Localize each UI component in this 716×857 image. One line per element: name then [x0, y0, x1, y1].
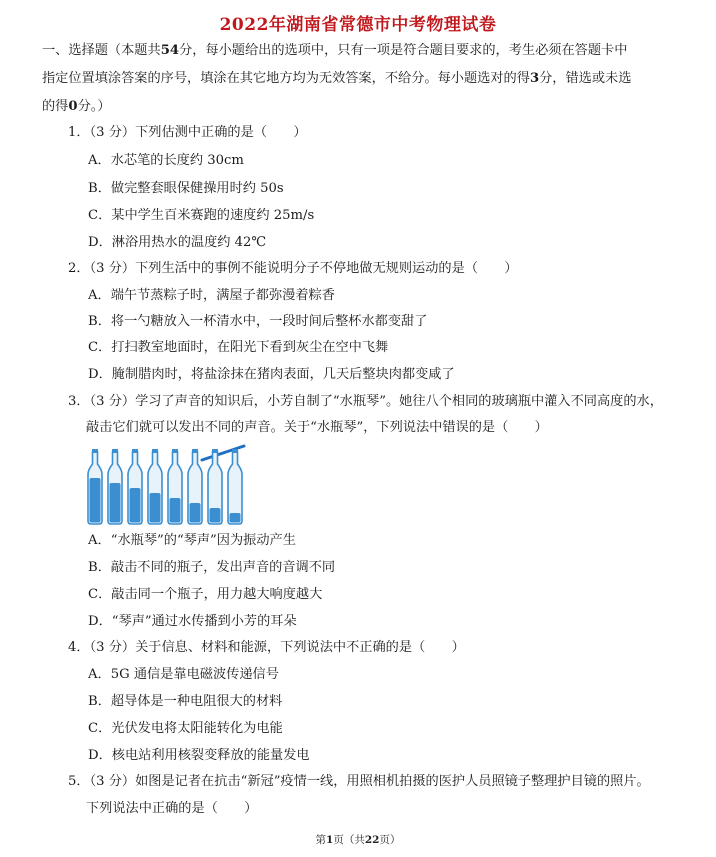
question-1-option-c: C．某中学生百米赛跑的速度约 25m/s	[88, 208, 315, 223]
section-text: 分，每小题给出的选项中，只有一项是符合题目要求的，考生必须在答题卡中	[179, 43, 628, 58]
question-2-option-d: D．腌制腊肉时，将盐涂抹在猪肉表面，几天后整块肉都变咸了	[88, 367, 455, 382]
bottle-lip	[232, 449, 238, 453]
bottle-water	[110, 483, 121, 523]
question-4-stem: 4．（3 分）关于信息、材料和能源，下列说法中不正确的是（ ）	[68, 640, 465, 655]
question-5-stem-line-2: 下列说法中正确的是（ ）	[86, 801, 258, 816]
question-4-option-d: D．核电站利用核裂变释放的能量发电	[88, 748, 310, 763]
question-4-option-c: C．光伏发电将太阳能转化为电能	[88, 721, 283, 736]
question-2-option-b: B．将一勺糖放入一杯清水中，一段时间后整杯水都变甜了	[88, 314, 428, 329]
question-4-option-a: A．5G 通信是靠电磁波传递信号	[88, 667, 279, 682]
water-bottles-illustration	[84, 442, 254, 528]
question-4-option-b: B．超导体是一种电阻很大的材料	[88, 694, 283, 709]
question-1-option-a: A．水芯笔的长度约 30cm	[88, 153, 244, 168]
footer-text: 页（共	[333, 834, 365, 846]
footer-page-number: 1	[326, 834, 334, 846]
section-text: 指定位置填涂答案的序号，填涂在其它地方均为无效答案，不给分。每小题选对的得	[42, 71, 530, 86]
bottle-water	[210, 508, 221, 523]
bottle-lip	[152, 449, 158, 453]
page-title: 2022年湖南省常德市中考物理试卷	[219, 15, 497, 35]
section-heading-line-2	[42, 70, 631, 88]
question-3-option-a: A．“水瓶琴”的“琴声”因为振动产生	[88, 533, 296, 548]
section-score: 0	[68, 99, 78, 114]
section-score: 54	[160, 43, 180, 58]
question-2-option-a: A．端午节蒸粽子时，满屋子都弥漫着粽香	[88, 288, 335, 303]
question-3-stem: 3．（3 分）学习了声音的知识后，小芳自制了“水瓶琴”。她往八个相同的玻璃瓶中灌入不同高度的水，	[68, 394, 663, 409]
bottle-water	[190, 503, 201, 523]
question-2-option-c: C．打扫教室地面时，在阳光下看到灰尘在空中飞舞	[88, 340, 389, 355]
question-5-stem: 5．（3 分）如图是记者在抗击“新冠”疫情一线，用照相机拍摄的医护人员照镜子整理护目镜的照片。	[68, 774, 650, 789]
footer-text: 第	[315, 834, 327, 846]
section-heading-line-3	[42, 98, 111, 116]
question-1-option-d: D．淋浴用热水的温度约 42℃	[88, 235, 267, 250]
question-2-stem: 2．（3 分）下列生活中的事例不能说明分子不停地做无规则运动的是（ ）	[68, 261, 518, 276]
question-1-option-b: B．做完整套眼保健操用时约 50s	[88, 181, 284, 196]
bottle-lip	[212, 449, 218, 453]
bottles-icon	[84, 442, 254, 528]
bottle-water	[170, 498, 181, 523]
bottle-water	[90, 478, 101, 523]
question-3-option-c: C．敲击同一个瓶子，用力越大响度越大	[88, 587, 323, 602]
question-3-option-b: B．敲击不同的瓶子，发出声音的音调不同	[88, 560, 336, 575]
section-text: 的得	[42, 99, 69, 114]
bottle-lip	[132, 449, 138, 453]
bottle-lip	[172, 449, 178, 453]
question-1-stem: 1．（3 分）下列估测中正确的是（ ）	[68, 125, 307, 140]
page-footer	[0, 832, 716, 847]
footer-text: 页）	[379, 834, 401, 846]
bottle-water	[130, 488, 141, 523]
question-3-stem-line-2: 敲击它们就可以发出不同的声音。关于“水瓶琴”，下列说法中错误的是（ ）	[86, 420, 548, 435]
question-3-option-d: D．“琴声”通过水传播到小芳的耳朵	[88, 614, 297, 629]
bottle-water	[230, 513, 241, 523]
bottle-lip	[92, 449, 98, 453]
bottle-water	[150, 493, 161, 523]
section-heading-line-1	[42, 42, 627, 60]
bottle-lip	[192, 449, 198, 453]
bottle-lip	[112, 449, 118, 453]
section-score: 3	[529, 71, 540, 86]
footer-total-pages: 22	[364, 834, 380, 846]
section-text: 一、选择题（本题共	[42, 43, 161, 58]
section-text: 分，错选或未选	[539, 71, 632, 86]
section-text: 分。）	[77, 99, 111, 114]
